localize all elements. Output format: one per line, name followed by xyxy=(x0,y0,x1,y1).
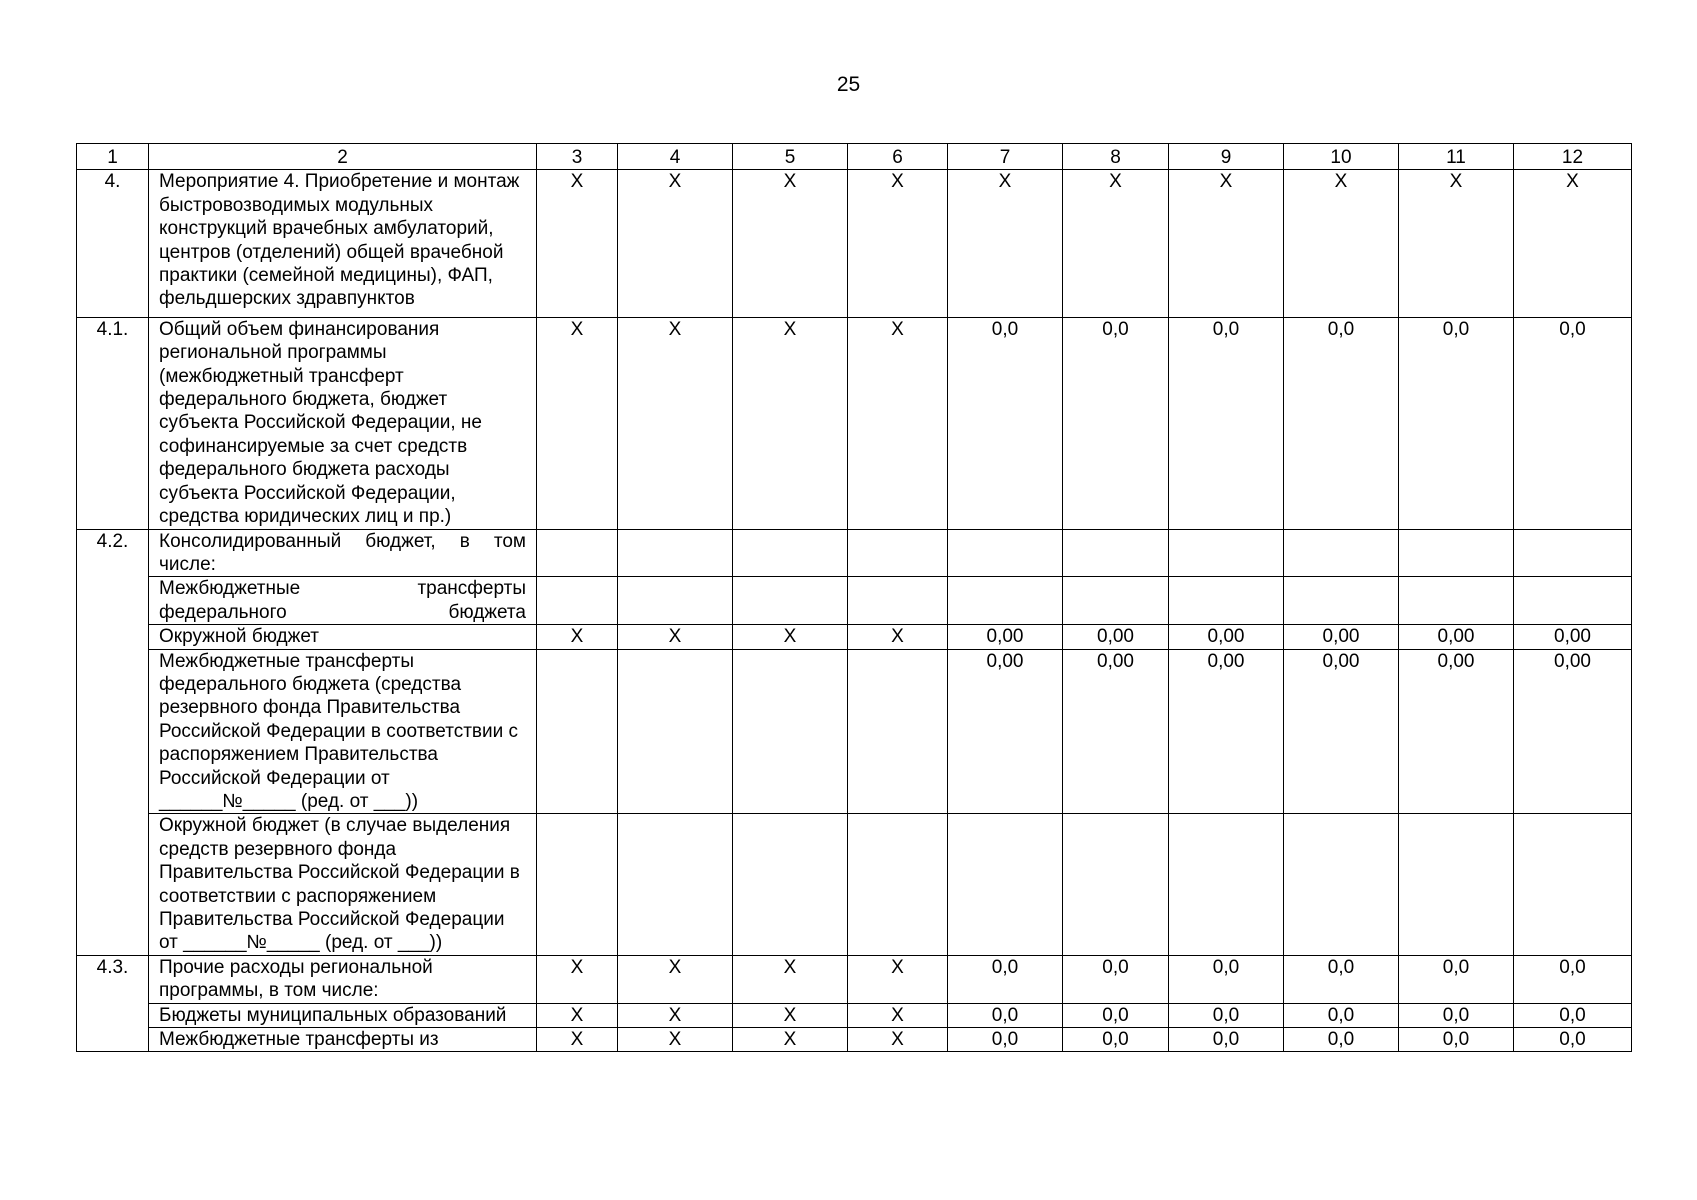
row-number: 4.2. xyxy=(77,529,149,955)
value-cell: 0,0 xyxy=(1514,317,1632,529)
value-cell: 0,00 xyxy=(1399,649,1514,814)
value-cell xyxy=(848,649,948,814)
value-cell xyxy=(1169,577,1284,625)
value-cell: 0,0 xyxy=(1514,1028,1632,1052)
value-cell: 0,0 xyxy=(1514,1003,1632,1027)
value-cell xyxy=(618,577,733,625)
value-cell: Х xyxy=(537,955,618,1003)
value-cell xyxy=(1399,814,1514,955)
header-cell: 2 xyxy=(149,144,537,170)
value-cell xyxy=(618,649,733,814)
value-cell xyxy=(1284,529,1399,577)
value-cell xyxy=(733,577,848,625)
value-cell: 0,0 xyxy=(1399,955,1514,1003)
table-row xyxy=(77,1003,1632,1027)
value-cell: 0,00 xyxy=(1514,625,1632,649)
value-cell xyxy=(1169,814,1284,955)
value-cell xyxy=(1063,577,1169,625)
value-cell: Х xyxy=(848,955,948,1003)
value-cell: 0,00 xyxy=(948,649,1063,814)
value-cell: 0,0 xyxy=(1284,1028,1399,1052)
value-cell: 0,00 xyxy=(1284,625,1399,649)
value-cell: 0,0 xyxy=(1399,317,1514,529)
value-cell xyxy=(848,529,948,577)
value-cell: 0,0 xyxy=(1169,955,1284,1003)
value-cell xyxy=(948,529,1063,577)
table-header-row xyxy=(77,144,1632,170)
row-description: Консолидированный бюджет, в том числе: xyxy=(149,529,537,577)
value-cell: 0,0 xyxy=(1063,955,1169,1003)
value-cell: Х xyxy=(848,625,948,649)
value-cell xyxy=(848,577,948,625)
value-cell: Х xyxy=(618,170,733,317)
table-row xyxy=(77,649,1632,814)
header-cell: 6 xyxy=(848,144,948,170)
value-cell: Х xyxy=(537,170,618,317)
value-cell: Х xyxy=(733,317,848,529)
value-cell: 0,00 xyxy=(1063,625,1169,649)
table-row xyxy=(77,529,1632,577)
value-cell: 0,0 xyxy=(1169,317,1284,529)
value-cell: Х xyxy=(733,170,848,317)
value-cell xyxy=(1399,529,1514,577)
value-cell: Х xyxy=(848,317,948,529)
value-cell: 0,0 xyxy=(1284,955,1399,1003)
value-cell: Х xyxy=(1284,170,1399,317)
value-cell xyxy=(1284,577,1399,625)
header-cell: 4 xyxy=(618,144,733,170)
value-cell xyxy=(1514,814,1632,955)
value-cell xyxy=(948,814,1063,955)
header-cell: 9 xyxy=(1169,144,1284,170)
value-cell: 0,0 xyxy=(1063,1003,1169,1027)
value-cell xyxy=(1169,529,1284,577)
value-cell xyxy=(1063,529,1169,577)
value-cell: 0,0 xyxy=(1063,317,1169,529)
row-number: 4. xyxy=(77,170,149,317)
header-cell: 5 xyxy=(733,144,848,170)
value-cell: Х xyxy=(618,317,733,529)
value-cell xyxy=(1063,814,1169,955)
value-cell: Х xyxy=(1399,170,1514,317)
value-cell: 0,0 xyxy=(948,1003,1063,1027)
table-row xyxy=(77,955,1632,1003)
table-row xyxy=(77,170,1632,317)
value-cell: Х xyxy=(1063,170,1169,317)
financing-table xyxy=(76,143,1632,1052)
value-cell xyxy=(1514,577,1632,625)
value-cell: Х xyxy=(618,1003,733,1027)
row-description: Прочие расходы региональной программы, в том числе: xyxy=(149,955,537,1003)
value-cell xyxy=(537,529,618,577)
header-cell: 8 xyxy=(1063,144,1169,170)
value-cell xyxy=(537,577,618,625)
row-description: Межбюджетные трансферты федерального бюджета (средства резервного фонда Правительства Российской Федерации в соответствии с распоряжением Правительства Российской Федерации от ______№_____ (ред. от ___)) xyxy=(149,649,537,814)
value-cell: Х xyxy=(948,170,1063,317)
value-cell: Х xyxy=(618,955,733,1003)
value-cell: 0,0 xyxy=(948,317,1063,529)
value-cell: Х xyxy=(848,1003,948,1027)
value-cell xyxy=(1284,814,1399,955)
row-description: Мероприятие 4. Приобретение и монтаж быстровозводимых модульных конструкций врачебных амбулаторий, центров (отделений) общей врачебной практики (семейной медицины), ФАП, фельдшерских здравпунктов xyxy=(149,170,537,317)
value-cell: 0,00 xyxy=(1169,625,1284,649)
value-cell: Х xyxy=(848,1028,948,1052)
header-cell: 3 xyxy=(537,144,618,170)
header-cell: 10 xyxy=(1284,144,1399,170)
value-cell: 0,00 xyxy=(948,625,1063,649)
value-cell: Х xyxy=(537,625,618,649)
row-description: Бюджеты муниципальных образований xyxy=(149,1003,537,1027)
value-cell xyxy=(1514,529,1632,577)
table-row xyxy=(77,317,1632,529)
row-number: 4.1. xyxy=(77,317,149,529)
value-cell: 0,00 xyxy=(1399,625,1514,649)
value-cell: 0,0 xyxy=(948,1028,1063,1052)
value-cell: 0,0 xyxy=(1399,1028,1514,1052)
row-number: 4.3. xyxy=(77,955,149,1052)
value-cell xyxy=(618,529,733,577)
value-cell: Х xyxy=(848,170,948,317)
table-row xyxy=(77,577,1632,625)
row-description: Межбюджетные трансферты федерального бюджета xyxy=(149,577,537,625)
value-cell: Х xyxy=(1169,170,1284,317)
value-cell xyxy=(537,814,618,955)
row-description: Окружной бюджет xyxy=(149,625,537,649)
value-cell xyxy=(618,814,733,955)
header-cell: 11 xyxy=(1399,144,1514,170)
row-description: Общий объем финансирования региональной программы (межбюджетный трансферт федерального бюджета, бюджет субъекта Российской Федерации, не софинансируемые за счет средств федерального бюджета расходы субъекта Российской Федерации, средства юридических лиц и пр.) xyxy=(149,317,537,529)
value-cell xyxy=(848,814,948,955)
header-cell: 7 xyxy=(948,144,1063,170)
table-row xyxy=(77,814,1632,955)
value-cell: 0,00 xyxy=(1063,649,1169,814)
row-description: Межбюджетные трансферты из xyxy=(149,1028,537,1052)
value-cell: Х xyxy=(733,955,848,1003)
value-cell: 0,0 xyxy=(948,955,1063,1003)
value-cell: Х xyxy=(537,1028,618,1052)
value-cell: Х xyxy=(537,317,618,529)
value-cell: 0,00 xyxy=(1284,649,1399,814)
value-cell xyxy=(733,649,848,814)
table-row xyxy=(77,625,1632,649)
header-cell: 1 xyxy=(77,144,149,170)
value-cell: Х xyxy=(733,1003,848,1027)
page-number: 25 xyxy=(836,73,861,96)
value-cell xyxy=(948,577,1063,625)
value-cell: Х xyxy=(733,1028,848,1052)
value-cell: Х xyxy=(618,625,733,649)
value-cell: 0,0 xyxy=(1169,1003,1284,1027)
value-cell: 0,0 xyxy=(1063,1028,1169,1052)
value-cell: Х xyxy=(618,1028,733,1052)
value-cell: 0,0 xyxy=(1284,317,1399,529)
header-cell: 12 xyxy=(1514,144,1632,170)
value-cell xyxy=(733,814,848,955)
value-cell: 0,00 xyxy=(1514,649,1632,814)
value-cell: Х xyxy=(1514,170,1632,317)
value-cell: Х xyxy=(733,625,848,649)
value-cell: 0,0 xyxy=(1514,955,1632,1003)
value-cell xyxy=(537,649,618,814)
table-row xyxy=(77,1028,1632,1052)
value-cell xyxy=(733,529,848,577)
value-cell: 0,0 xyxy=(1284,1003,1399,1027)
value-cell xyxy=(1399,577,1514,625)
row-description: Окружной бюджет (в случае выделения средств резервного фонда Правительства Российской Федерации в соответствии с распоряжением Правительства Российской Федерации от ______№_____ (ред. от ___)) xyxy=(149,814,537,955)
value-cell: 0,00 xyxy=(1169,649,1284,814)
value-cell: Х xyxy=(537,1003,618,1027)
value-cell: 0,0 xyxy=(1169,1028,1284,1052)
value-cell: 0,0 xyxy=(1399,1003,1514,1027)
